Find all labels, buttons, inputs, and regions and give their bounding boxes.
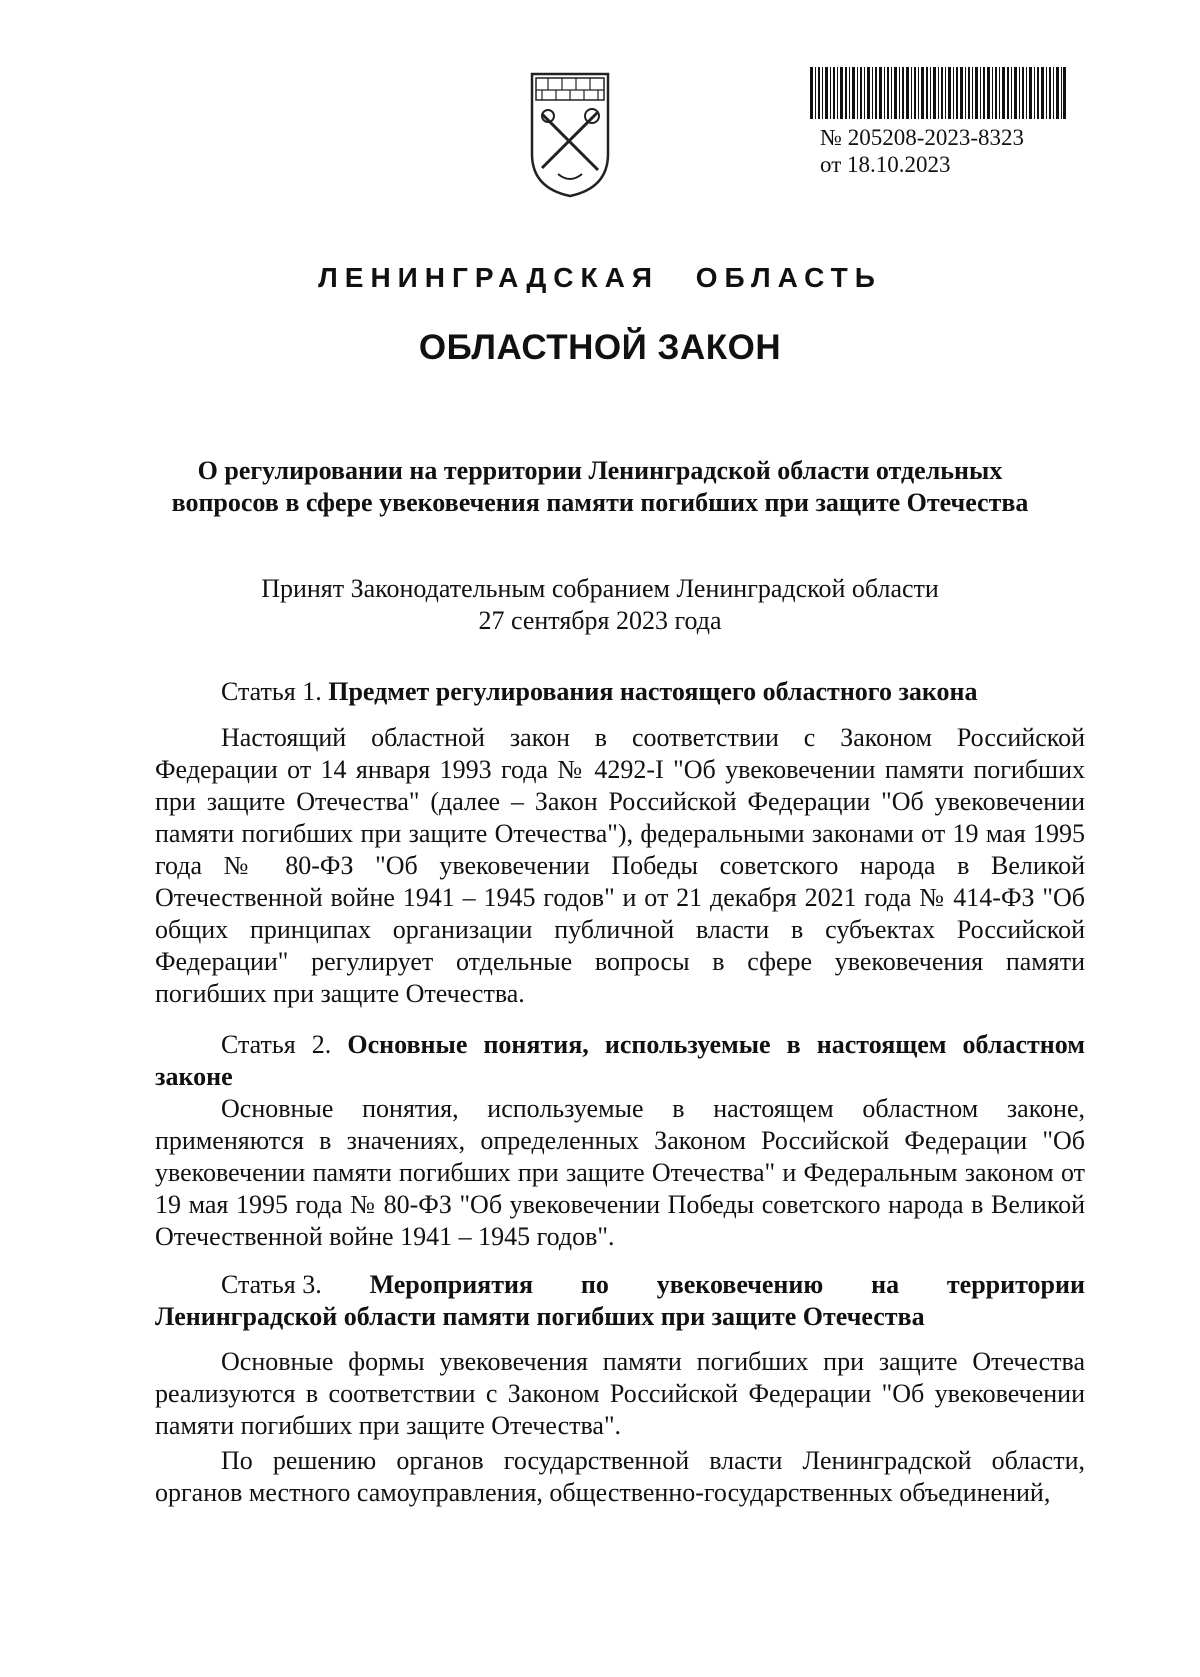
article-2-title: Основные понятия, используемые в настоящем областном законе xyxy=(155,1030,1086,1091)
registration-number: № 205208-2023-8323 xyxy=(820,125,1025,150)
article-1-title: Предмет регулирования настоящего областного закона xyxy=(328,677,978,706)
article-3-title-line-2: Ленинградской области памяти погибших при защите Отечества xyxy=(155,1302,925,1331)
article-1-paragraph-1: Настоящий областной закон в соответствии с Законом Российской Федерации от 14 января 1993 года № 4292-I "Об увековечении памяти погибших при защите Отечества" (далее – Закон Российской Федерации "Об увековечении памяти погибших при защите Отечества"), федеральными законами от 19 мая 1995 года № 80-ФЗ "Об увековечении Победы советского народа в Великой Отечественной войне 1941 – 1945 годов" и от 21 декабря 2021 года № 414-ФЗ "Об общих принципах организации публичной власти в субъектах Российской Федерации" регулирует отдельные вопросы в сфере увековечения памяти погибших при защите Отечества. xyxy=(155,723,1085,1008)
article-2-heading xyxy=(155,1029,1085,1093)
article-3-label: Статья 3. xyxy=(221,1270,322,1299)
barcode xyxy=(810,67,1066,119)
article-3-heading xyxy=(155,1269,1085,1333)
document-type: ОБЛАСТНОЙ ЗАКОН xyxy=(418,328,782,367)
adoption-note xyxy=(150,573,1050,637)
article-2-label: Статья 2. xyxy=(221,1030,332,1059)
article-3-paragraph-1: Основные формы увековечения памяти погибших при защите Отечества реализуются в соответствии с Законом Российской Федерации "Об увековечении памяти погибших при защите Отечества". xyxy=(155,1347,1085,1440)
law-title: О регулировании на территории Ленинградской области отдельных вопросов в сфере увековечения памяти погибших при защите Отечества xyxy=(171,456,1029,517)
coat-of-arms-emblem xyxy=(528,70,612,200)
article-3-title-word-5: территории xyxy=(946,1270,1085,1299)
registration-stamp xyxy=(820,124,1024,178)
registration-date: от 18.10.2023 xyxy=(820,152,951,177)
article-3-title-word-1: Мероприятия xyxy=(369,1270,534,1299)
article-3-title-word-2: по xyxy=(580,1270,609,1299)
article-2-paragraph-1: Основные понятия, используемые в настоящем областном законе, применяются в значениях, определенных Законом Российской Федерации "Об увековечении памяти погибших при защите Отечества" и Федеральным законом от 19 мая 1995 года № 80-ФЗ "Об увековечении Победы советского народа в Великой Отечественной войне 1941 – 1945 годов". xyxy=(155,1094,1085,1251)
article-3-title-word-3: увековечению xyxy=(656,1270,824,1299)
adoption-line-1: Принят Законодательным собранием Ленинградской области xyxy=(261,574,939,603)
region-name: ЛЕНИНГРАДСКАЯ ОБЛАСТЬ xyxy=(318,262,882,293)
article-3-paragraph-2: По решению органов государственной власти Ленинградской области, органов местного самоуправления, общественно-государственных объединений, xyxy=(155,1446,1085,1507)
article-1-heading xyxy=(155,676,1085,708)
article-1-label: Статья 1. xyxy=(221,677,322,706)
article-3-title-word-4: на xyxy=(871,1270,900,1299)
adoption-date: 27 сентября 2023 года xyxy=(478,606,722,635)
